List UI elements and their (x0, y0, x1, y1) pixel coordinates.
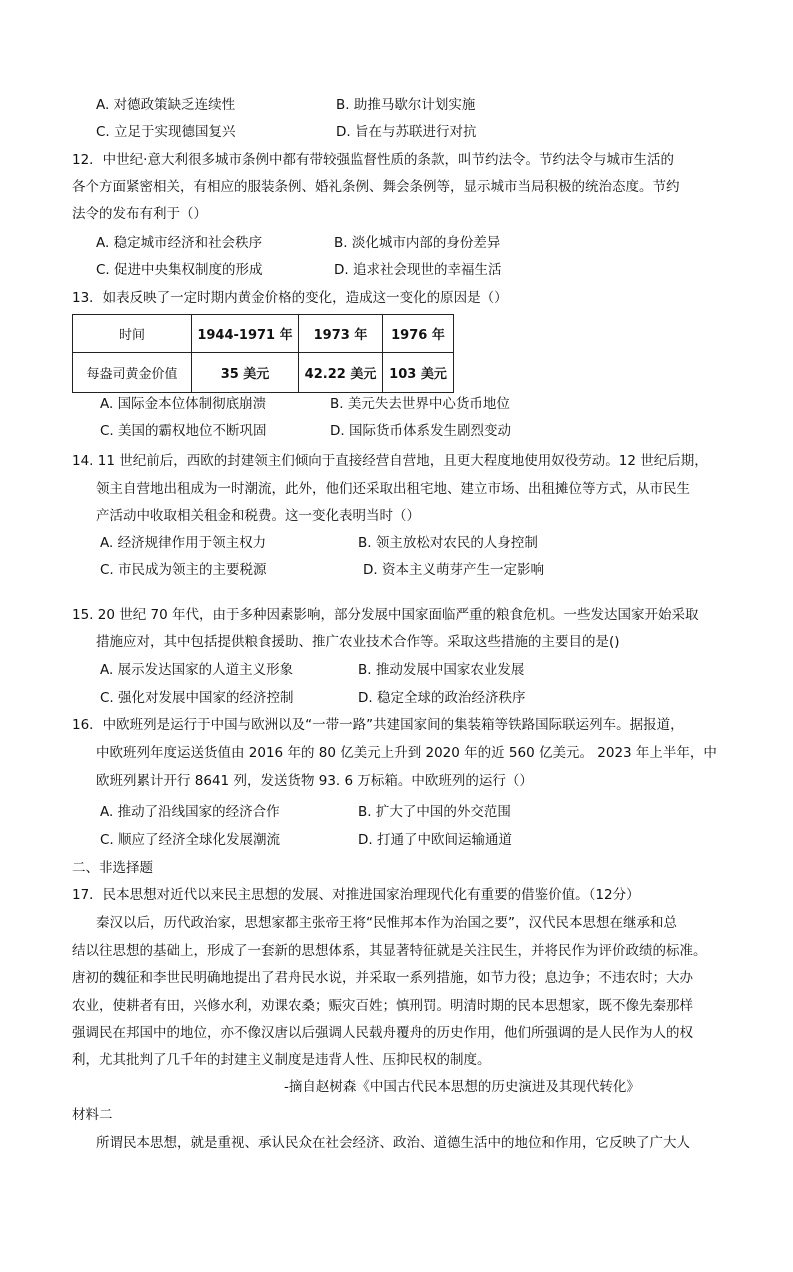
material1-line: 强调民在邦国中的地位，亦不像汉唐以后强调人民载舟覆舟的历史作用，他们所强调的是人民作为人的权 (72, 1025, 693, 1041)
q15-option-d: D. 稳定全球的政治经济秩序 (358, 690, 526, 706)
q12-option-d: D. 追求社会现世的幸福生活 (334, 262, 502, 278)
q15-stem-line: 措施应对，其中包括提供粮食援助、推广农业技术合作等。采取这些措施的主要目的是() (96, 634, 620, 650)
material1-line: 结以往思想的基础上，形成了一套新的思想体系，其显著特征就是关注民生，并将民作为评价政绩的标准。 (72, 943, 707, 959)
table-header-cell: 1973 年 (299, 315, 383, 353)
q16-option-d: D. 打通了中欧间运输通道 (358, 832, 512, 848)
material1-line: 农业，使耕者有田，兴修水利，劝课农桑；赈灾百姓；慎刑罚。明清时期的民本思想家，既不像先秦那样 (72, 998, 693, 1014)
q13-option-d: D. 国际货币体系发生剧烈变动 (330, 423, 511, 439)
table-header-cell: 1944-1971 年 (192, 315, 299, 353)
q13-option-c: C. 美国的霸权地位不断巩固 (100, 423, 267, 439)
q12-stem-line: 法令的发布有利于（） (72, 206, 207, 222)
q16-option-c: C. 顺应了经济全球化发展潮流 (100, 832, 281, 848)
table-cell: 35 美元 (192, 353, 299, 393)
section-title: 二、非选择题 (72, 860, 153, 876)
q13-option-b: B. 美元失去世界中心货币地位 (330, 396, 510, 412)
q14-option-d: D. 资本主义萌芽产生一定影响 (363, 562, 544, 578)
q13-option-a: A. 国际金本位体制彻底崩溃 (100, 396, 267, 412)
table-cell: 42.22 美元 (299, 353, 383, 393)
q16-option-a: A. 推动了沿线国家的经济合作 (100, 804, 280, 820)
q11-option-c: C. 立足于实现德国复兴 (96, 124, 236, 140)
q15-stem-line: 15. 20 世纪 70 年代，由于多种因素影响，部分发展中国家面临严重的粮食危机。一些发达国家开始采取 (72, 607, 699, 623)
table-header-cell: 1976 年 (383, 315, 454, 353)
material1-line: 秦汉以后，历代政治家，思想家都主张帝王将“民惟邦本作为治国之要”，汉代民本思想在继承和总 (96, 915, 677, 931)
material1-line: 唐初的魏征和李世民明确地提出了君舟民水说，并采取一系列措施，如节力役；息边争；不违农时；大办 (72, 970, 693, 986)
q11-option-a: A. 对德政策缺乏连续性 (96, 97, 236, 113)
q16-stem-line: 欧班列累计开行 8641 列，发送货物 93. 6 万标箱。中欧班列的运行（） (96, 773, 533, 789)
material2-line: 所谓民本思想，就是重视、承认民众在社会经济、政治、道德生活中的地位和作用，它反映了广大人 (96, 1135, 690, 1151)
gold-price-table (72, 314, 454, 393)
q15-option-a: A. 展示发达国家的人道主义形象 (100, 662, 294, 678)
q15-option-c: C. 强化对发展中国家的经济控制 (100, 690, 294, 706)
q12-option-a: A. 稳定城市经济和社会秩序 (96, 235, 263, 251)
q16-stem-line: 中欧班列年度运送货值由 2016 年的 80 亿美元上升到 2020 年的近 560 亿美元。 2023 年上半年，中 (96, 745, 717, 761)
table-cell: 103 美元 (383, 353, 454, 393)
q11-option-d: D. 旨在与苏联进行对抗 (336, 124, 477, 140)
q13-stem: 13．如表反映了一定时期内黄金价格的变化，造成这一变化的原因是（） (72, 290, 508, 306)
table-header-cell: 时间 (73, 315, 192, 353)
table-header-row (73, 315, 454, 353)
q16-option-b: B. 扩大了中国的外交范围 (358, 804, 511, 820)
q11-option-b: B. 助推马歇尔计划实施 (336, 97, 476, 113)
q12-stem-line: 各个方面紧密相关，有相应的服装条例、婚礼条例、舞会条例等，显示城市当局积极的统治态度。节约 (72, 179, 680, 195)
material2-label: 材料二 (72, 1107, 113, 1123)
q14-option-b: B. 领主放松对农民的人身控制 (358, 535, 538, 551)
material1-source: -摘自赵树森《中国古代民本思想的历史演进及其现代转化》 (284, 1079, 640, 1095)
q14-stem-line: 产活动中收取相关租金和税费。这一变化表明当时（） (96, 508, 420, 524)
material1-line: 利，尤其批判了几千年的封建主义制度是违背人性、压抑民权的制度。 (72, 1052, 491, 1068)
table-row (73, 353, 454, 393)
table-cell: 每盎司黄金价值 (73, 353, 192, 393)
q14-option-c: C. 市民成为领主的主要税源 (100, 562, 267, 578)
q14-option-a: A. 经济规律作用于领主权力 (100, 535, 267, 551)
q15-option-b: B. 推动发展中国家农业发展 (358, 662, 525, 678)
q17-stem: 17．民本思想对近代以来民主思想的发展、对推进国家治理现代化有重要的借鉴价值。（12分） (72, 887, 640, 903)
q12-option-b: B. 淡化城市内部的身份差异 (334, 235, 501, 251)
q14-stem-line: 14. 11 世纪前后，西欧的封建领主们倾向于直接经营自营地，且更大程度地使用奴役劳动。12 世纪后期， (72, 453, 708, 469)
q16-stem-line: 16．中欧班列是运行于中国与欧洲以及“一带一路”共建国家间的集装箱等铁路国际联运列车。据报道， (72, 717, 684, 733)
q14-stem-line: 领主自营地出租成为一时潮流，此外，他们还采取出租宅地、建立市场、出租摊位等方式，从市民生 (96, 481, 690, 497)
q12-stem-line: 12．中世纪·意大利很多城市条例中都有带较强监督性质的条款，叫节约法令。节约法令与城市生活的 (72, 152, 674, 168)
q12-option-c: C. 促进中央集权制度的形成 (96, 262, 263, 278)
